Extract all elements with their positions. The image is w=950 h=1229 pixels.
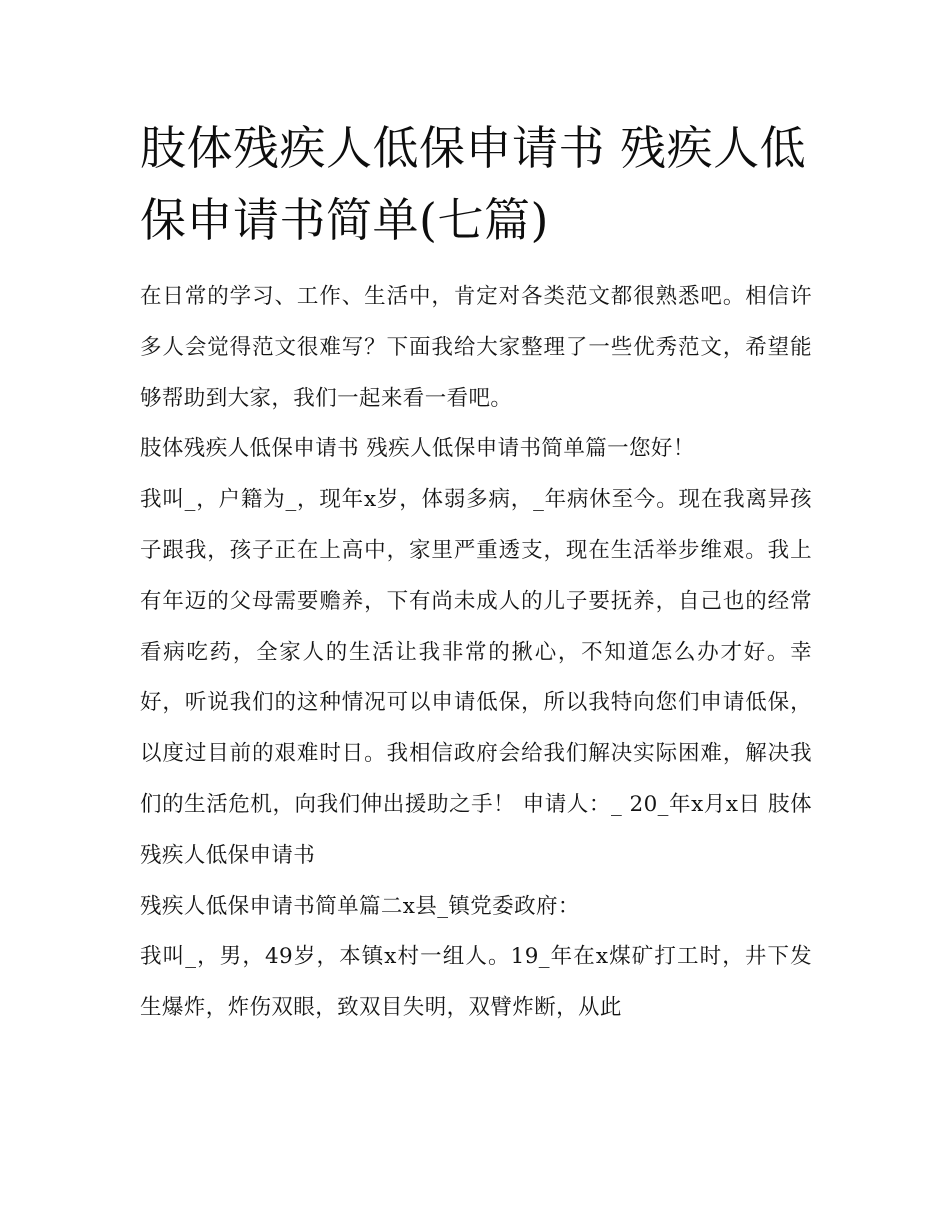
paragraph-section-two-heading: 残疾人低保申请书简单篇二x县_镇党委政府： <box>140 893 580 919</box>
paragraph-list <box>140 272 812 1034</box>
document-body <box>140 112 812 1034</box>
paragraph-section-one-body: 我叫_，户籍为_，现年x岁，体弱多病，_年病休至今。现在我离异孩子跟我，孩子正在上高中，家里严重透支，现在生活举步维艰。我上有年迈的父母需要赡养，下有尚未成人的儿子要抚养，自己也的经常看病吃药，全家人的生活让我非常的揪心，不知道怎么办才好。幸好，听说我们的这种情况可以申请低保，所以我特向您们申请低保，以度过目前的艰难时日。我相信政府会给我们解决实际困难，解决我们的生活危机，向我们伸出援助之手！ 申请人：_ 20_年x月x日 肢体残疾人低保申请书 <box>140 487 812 868</box>
paragraph-section-two-body: 我叫_，男，49岁，本镇x村一组人。19_年在x煤矿打工时，井下发生爆炸，炸伤双眼，致双目失明，双臂炸断，从此 <box>140 944 812 1021</box>
paragraph-section-one-heading: 肢体残疾人低保申请书 残疾人低保申请书简单篇一您好！ <box>140 436 695 462</box>
document-title: 肢体残疾人低保申请书 残疾人低保申请书简单(七篇) <box>140 121 807 247</box>
paragraph-intro: 在日常的学习、工作、生活中，肯定对各类范文都很熟悉吧。相信许多人会觉得范文很难写？下面我给大家整理了一些优秀范文，希望能够帮助到大家，我们一起来看一看吧。 <box>140 284 812 411</box>
